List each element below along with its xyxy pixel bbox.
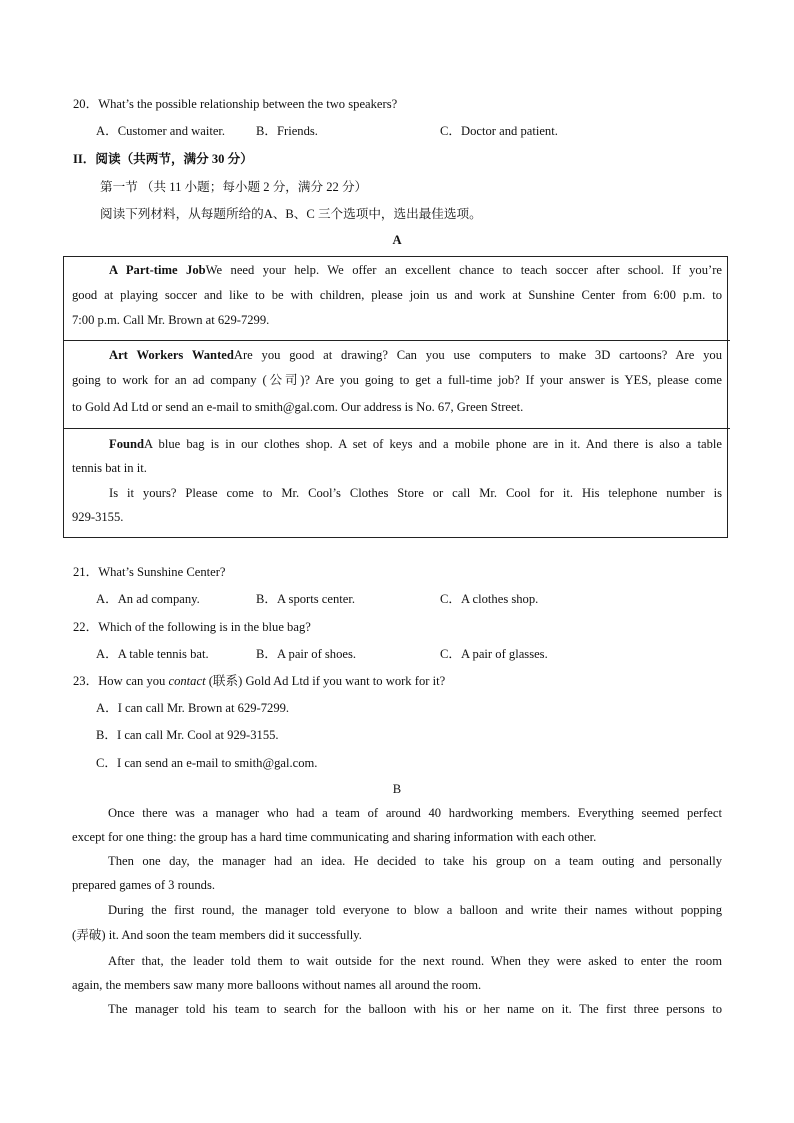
- question-23-option-c: C．I can send an e-mail to smith@gal.com.: [96, 756, 318, 770]
- question-23-stem-text: 23．How can you: [73, 674, 169, 688]
- ad-part-time-job-line2: good at playing soccer and like to be with children, please join us and work at Sunshine Center from 6:00 p.m. to: [72, 288, 722, 302]
- passage-a-label: A: [392, 233, 402, 247]
- passage-b-p1-line2: except for one thing: the group has a hard time communicating and sharing information with each other.: [72, 830, 597, 844]
- ads-divider: [63, 428, 730, 429]
- ad-text: We need your help. We offer an excellent chance to teach soccer after school. If you’re: [205, 263, 722, 277]
- passage-b-label: B: [392, 782, 402, 796]
- question-22-option-b: B．A pair of shoes.: [256, 647, 357, 661]
- ad-found-line1: [72, 436, 722, 452]
- question-23-stem: [73, 673, 445, 689]
- question-21-option-c: C．A clothes shop.: [440, 592, 539, 606]
- question-22-option-a: A．A table tennis bat.: [96, 647, 209, 661]
- ad-text: A blue bag is in our clothes shop. A set of keys and a mobile phone are in it. And there is also a table: [144, 437, 722, 451]
- question-23-option-a: A．I can call Mr. Brown at 629-7299.: [96, 701, 290, 715]
- ad-found-line3: Is it yours? Please come to Mr. Cool’s Clothes Store or call Mr. Cool for it. His telephone number is: [109, 486, 722, 500]
- passage-b-p3-line2: (弄破) it. And soon the team members did it successfully.: [72, 928, 362, 942]
- passage-b-p4-line2: again, the members saw many more balloons without names all around the room.: [72, 978, 482, 992]
- section-part-title: 第一节 （共 11 小题；每小题 2 分，满分 22 分）: [100, 180, 368, 194]
- passage-b-p4-line1: After that, the leader told them to wait outside for the next round. When they were asked to enter the room: [108, 954, 722, 968]
- question-23-option-b: B．I can call Mr. Cool at 929-3155.: [96, 728, 279, 742]
- question-21-option-a: A．An ad company.: [96, 592, 200, 606]
- ad-part-time-job-line3: 7:00 p.m. Call Mr. Brown at 629-7299.: [72, 313, 270, 327]
- passage-b-p5-line1: The manager told his team to search for the balloon with his or her name on it. The first three persons to: [108, 1002, 722, 1016]
- ad-art-workers-heading: Art Workers Wanted: [109, 348, 234, 362]
- section-instruction: 阅读下列材料，从每题所给的A、B、C 三个选项中，选出最佳选项。: [100, 207, 482, 221]
- question-22-stem: 22．Which of the following is in the blue bag?: [73, 620, 311, 634]
- ad-text: Are you good at drawing? Can you use computers to make 3D cartoons? Are you: [233, 348, 722, 362]
- question-23-keyword: contact: [168, 674, 206, 688]
- ad-found-line2: tennis bat in it.: [72, 461, 147, 475]
- ad-found-line4: 929-3155.: [72, 510, 124, 524]
- ad-art-workers-line3: to Gold Ad Ltd or send an e-mail to smith@gal.com. Our address is No. 67, Green Street.: [72, 400, 524, 414]
- section-title: II．阅读（共两节，满分 30 分）: [73, 152, 253, 166]
- ad-art-workers-line1: [72, 347, 722, 363]
- question-21-option-b: B．A sports center.: [256, 592, 355, 606]
- passage-b-p2-line1: Then one day, the manager had an idea. He decided to take his group on a team outing and personally: [108, 854, 722, 868]
- ad-found-heading: Found: [109, 437, 145, 451]
- question-21-stem: 21．What’s Sunshine Center?: [73, 565, 226, 579]
- ad-part-time-job-line1: [72, 262, 722, 278]
- passage-b-p2-line2: prepared games of 3 rounds.: [72, 878, 216, 892]
- question-20-option-a: A．Customer and waiter.: [96, 124, 226, 138]
- question-20-option-c: C．Doctor and patient.: [440, 124, 558, 138]
- question-20-stem: 20．What’s the possible relationship between the two speakers?: [73, 97, 398, 111]
- ad-part-time-job-heading: A Part-time Job: [109, 263, 206, 277]
- passage-b-p1-line1: Once there was a manager who had a team of around 40 hardworking members. Everything seemed perfect: [108, 806, 722, 820]
- passage-b-p3-line1: During the first round, the manager told everyone to blow a balloon and write their names without popping: [108, 903, 722, 917]
- question-23-stem-text: (联系) Gold Ad Ltd if you want to work for it?: [205, 674, 446, 688]
- ad-art-workers-line2: going to work for an ad company (公司)? Are you going to get a full-time job? If your answer is YES, please come: [72, 373, 722, 387]
- question-22-option-c: C．A pair of glasses.: [440, 647, 548, 661]
- question-20-option-b: B．Friends.: [256, 124, 318, 138]
- ads-divider: [63, 340, 730, 341]
